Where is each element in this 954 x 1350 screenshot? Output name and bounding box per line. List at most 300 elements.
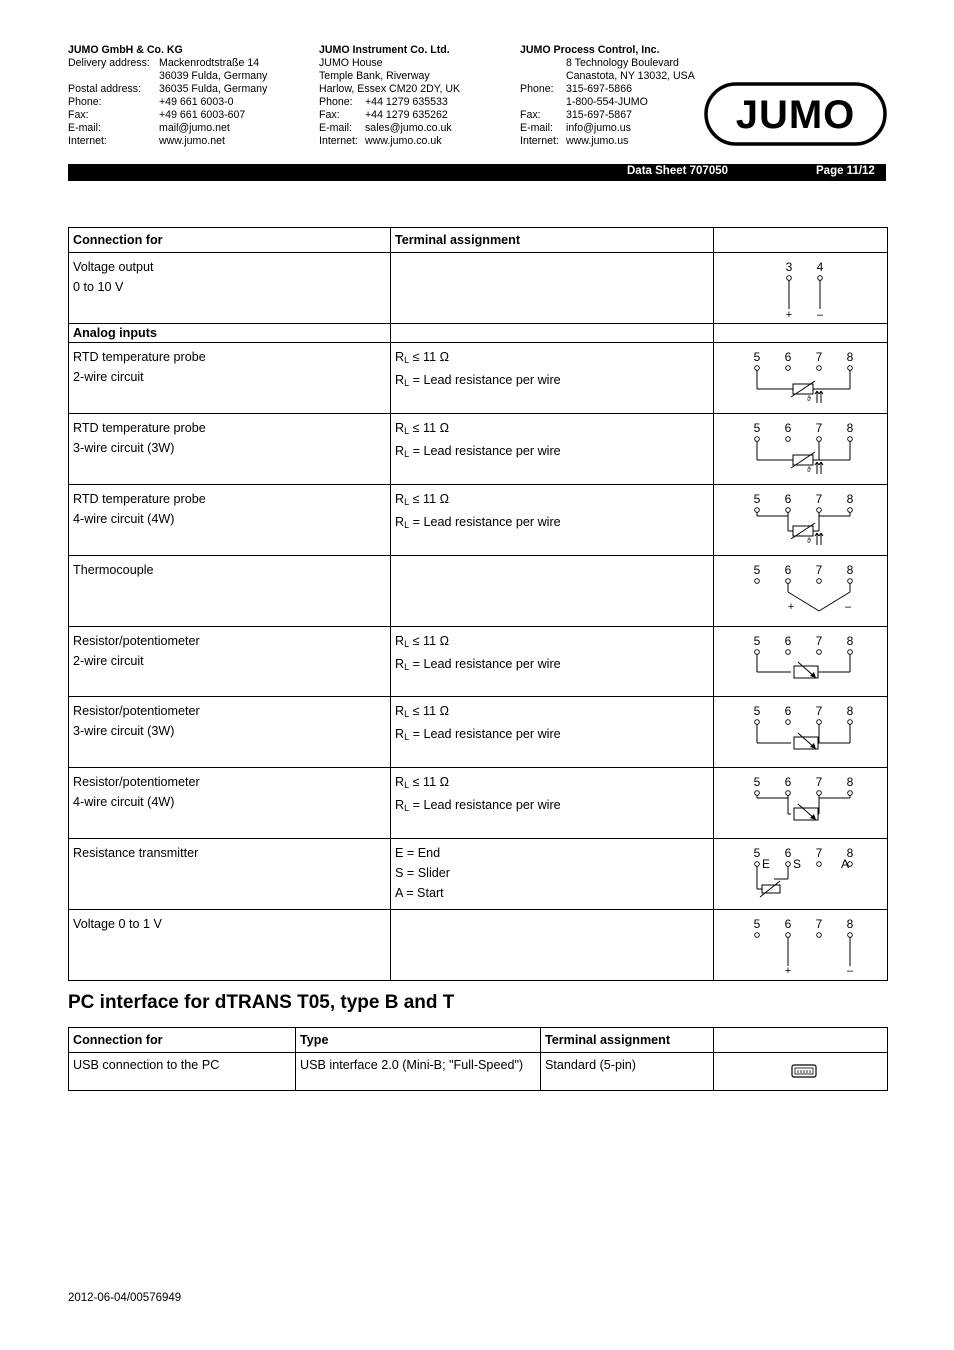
address-value: mail@jumo.net bbox=[159, 122, 230, 134]
temperature-symbol: ϑ bbox=[807, 467, 811, 474]
terminal-number: 6 bbox=[784, 634, 792, 648]
terminal-assignment-cell bbox=[391, 556, 714, 627]
address-value: +49 661 6003-0 bbox=[159, 96, 234, 108]
terminal-number: 6 bbox=[784, 704, 792, 718]
address-value: www.jumo.us bbox=[566, 135, 629, 147]
connection-cell bbox=[69, 768, 391, 839]
rl-symbol: R bbox=[395, 373, 405, 387]
polarity-sign: + bbox=[784, 965, 792, 977]
address-line bbox=[68, 109, 267, 122]
address-line bbox=[520, 83, 695, 96]
address-value: sales@jumo.co.uk bbox=[365, 122, 452, 134]
terminal-number: 8 bbox=[846, 917, 854, 931]
table-row bbox=[69, 556, 888, 627]
terminal-circle bbox=[817, 508, 822, 513]
terminal-assignment-text bbox=[395, 418, 709, 441]
rl-description: ≤ 11 Ω bbox=[412, 421, 450, 435]
empty-cell bbox=[714, 324, 888, 343]
rl-symbol: R bbox=[395, 421, 405, 435]
address-label: Phone: bbox=[520, 83, 554, 95]
wiring-diagram-cell bbox=[714, 253, 888, 324]
jumo-logo bbox=[704, 82, 887, 146]
terminal-assignment-text bbox=[395, 512, 709, 535]
terminal-number: 7 bbox=[815, 846, 823, 860]
terminal-number: 7 bbox=[815, 775, 823, 789]
terminal-circle bbox=[786, 366, 791, 371]
address-value: www.jumo.net bbox=[159, 135, 225, 147]
terminal-assignment-cell bbox=[391, 768, 714, 839]
terminal-number: 5 bbox=[753, 421, 761, 435]
terminal-number: 8 bbox=[846, 775, 854, 789]
terminal-number: 7 bbox=[815, 563, 823, 577]
company-name: JUMO Instrument Co. Ltd. bbox=[319, 44, 450, 56]
rl-description: ≤ 11 Ω bbox=[412, 634, 450, 648]
terminal-circle bbox=[787, 276, 792, 281]
rl-subscript: L bbox=[404, 803, 410, 813]
address-value: 315-697-5866 bbox=[566, 83, 632, 95]
address-value: +44 1279 635533 bbox=[365, 96, 448, 108]
terminal-number: 6 bbox=[784, 775, 792, 789]
terminal-assignment-cell bbox=[391, 485, 714, 556]
wiring-diagram-cell bbox=[714, 556, 888, 627]
address-label bbox=[520, 96, 566, 109]
wiring-diagram bbox=[714, 910, 888, 979]
transmitter-resistor bbox=[762, 885, 780, 893]
terminal-circle bbox=[755, 366, 760, 371]
connection-text: Resistor/potentiometer bbox=[73, 704, 200, 718]
wiring-diagram-cell bbox=[714, 697, 888, 768]
connection-cell bbox=[69, 556, 391, 627]
cell-type: USB interface 2.0 (Mini-B; "Full-Speed") bbox=[296, 1053, 541, 1091]
rl-description: = Lead resistance per wire bbox=[412, 657, 561, 671]
rl-description: ≤ 11 Ω bbox=[412, 350, 450, 364]
rl-symbol: R bbox=[395, 492, 405, 506]
table-row bbox=[69, 1053, 888, 1091]
rl-description: ≤ 11 Ω bbox=[412, 492, 450, 506]
address-line bbox=[68, 122, 267, 135]
cell-terminal: Standard (5-pin) bbox=[541, 1053, 714, 1091]
terminal-number: 6 bbox=[784, 492, 792, 506]
polarity-sign: – bbox=[844, 601, 852, 613]
terminal-number: 8 bbox=[846, 704, 854, 718]
address-line bbox=[319, 135, 460, 148]
polarity-sign: – bbox=[846, 965, 854, 977]
terminal-assignment-cell bbox=[391, 839, 714, 910]
address-value: Canastota, NY 13032, USA bbox=[566, 70, 695, 82]
address-line bbox=[319, 83, 460, 96]
terminal-assignment-text bbox=[395, 370, 709, 393]
header-cell bbox=[714, 228, 888, 253]
address-value: 315-697-5867 bbox=[566, 109, 632, 121]
terminal-number: 7 bbox=[815, 421, 823, 435]
section-title: PC interface for dTRANS T05, type B and T bbox=[68, 992, 455, 1013]
address-value: www.jumo.co.uk bbox=[365, 135, 442, 147]
table-header-row bbox=[69, 228, 888, 253]
terminal-number: 8 bbox=[846, 350, 854, 364]
terminal-circle bbox=[848, 650, 853, 655]
empty-cell bbox=[391, 324, 714, 343]
connection-text: 4-wire circuit (4W) bbox=[73, 512, 175, 526]
terminal-assignment-text bbox=[395, 441, 709, 464]
address-value: Harlow, Essex CM20 2DY, UK bbox=[319, 83, 461, 95]
section-label: Analog inputs bbox=[69, 324, 391, 343]
rl-description: = Lead resistance per wire bbox=[412, 727, 561, 741]
rl-symbol: R bbox=[395, 515, 405, 529]
wiring-diagram bbox=[714, 253, 888, 322]
address-value: 8 Technology Boulevard bbox=[566, 57, 679, 69]
polarity-sign: + bbox=[785, 309, 793, 321]
terminal-circle bbox=[786, 579, 791, 584]
address-label bbox=[520, 57, 566, 70]
terminal-assignment-text bbox=[395, 701, 709, 724]
terminal-assignment-cell bbox=[391, 343, 714, 414]
wiring-diagram-cell bbox=[714, 627, 888, 697]
terminal-assignment-cell bbox=[391, 697, 714, 768]
wiring-diagram bbox=[714, 839, 888, 908]
terminal-number: 3 bbox=[785, 260, 793, 274]
connection-cell bbox=[69, 910, 391, 981]
table-row bbox=[69, 627, 888, 697]
terminal-number: 8 bbox=[846, 421, 854, 435]
terminal-assignment-text bbox=[395, 489, 709, 512]
address-label: Internet: bbox=[520, 135, 559, 147]
rl-symbol: R bbox=[395, 704, 405, 718]
terminal-circle bbox=[755, 650, 760, 655]
rl-subscript: L bbox=[404, 355, 410, 365]
address-line bbox=[319, 109, 460, 122]
address-line bbox=[319, 57, 460, 70]
cell-connection: USB connection to the PC bbox=[69, 1053, 296, 1091]
datasheet-bar bbox=[68, 164, 886, 181]
terminal-number: 5 bbox=[753, 846, 761, 860]
rl-description: = Lead resistance per wire bbox=[412, 373, 561, 387]
rl-symbol: R bbox=[395, 350, 405, 364]
terminal-circle bbox=[755, 791, 760, 796]
rl-subscript: L bbox=[404, 497, 410, 507]
address-line bbox=[68, 96, 267, 109]
terminal-circle bbox=[817, 579, 822, 584]
rl-subscript: L bbox=[404, 639, 410, 649]
connection-text: 2-wire circuit bbox=[73, 370, 144, 384]
terminal-number: 6 bbox=[784, 846, 792, 860]
connection-cell bbox=[69, 253, 391, 324]
connection-text: Resistance transmitter bbox=[73, 846, 199, 860]
address-label bbox=[68, 70, 159, 83]
connection-table bbox=[68, 227, 888, 981]
rl-description: ≤ 11 Ω bbox=[412, 704, 450, 718]
address-line bbox=[520, 70, 695, 83]
wiring-diagram-cell bbox=[714, 485, 888, 556]
rl-subscript: L bbox=[404, 378, 410, 388]
terminal-number: 5 bbox=[753, 350, 761, 364]
terminal-circle bbox=[755, 508, 760, 513]
address-label: Fax: bbox=[68, 109, 89, 121]
terminal-circle bbox=[786, 650, 791, 655]
wiring-diagram-cell bbox=[714, 768, 888, 839]
rl-description: = Lead resistance per wire bbox=[412, 515, 561, 529]
address-germany bbox=[68, 44, 267, 148]
address-label: Phone: bbox=[68, 96, 102, 108]
terminal-circle bbox=[817, 933, 822, 938]
terminal-number: 8 bbox=[846, 563, 854, 577]
table-row bbox=[69, 910, 888, 981]
rl-subscript: L bbox=[404, 709, 410, 719]
address-us bbox=[520, 44, 695, 148]
wiring-diagram bbox=[714, 414, 888, 483]
terminal-circle bbox=[817, 791, 822, 796]
terminal-assignment-text bbox=[395, 631, 709, 654]
terminal-assignment-cell bbox=[391, 627, 714, 697]
terminal-assignment-text bbox=[395, 772, 709, 795]
terminal-circle bbox=[755, 579, 760, 584]
table-row bbox=[69, 414, 888, 485]
terminal-circle bbox=[817, 366, 822, 371]
address-line bbox=[520, 109, 695, 122]
address-value: Mackenrodtstraße 14 bbox=[159, 57, 260, 69]
wiring-diagram bbox=[714, 627, 888, 695]
address-line bbox=[319, 122, 460, 135]
connection-text: Voltage 0 to 1 V bbox=[73, 917, 162, 931]
terminal-circle bbox=[818, 276, 823, 281]
address-label bbox=[520, 70, 566, 83]
address-line bbox=[68, 57, 267, 70]
table-row bbox=[69, 697, 888, 768]
temperature-symbol: ϑ bbox=[807, 538, 811, 545]
wiring-diagram-cell bbox=[714, 414, 888, 485]
address-label: Delivery address: bbox=[68, 57, 150, 69]
terminal-number: 5 bbox=[753, 775, 761, 789]
rl-symbol: R bbox=[395, 444, 405, 458]
address-line bbox=[68, 135, 267, 148]
terminal-circle bbox=[817, 720, 822, 725]
rl-description: ≤ 11 Ω bbox=[412, 775, 450, 789]
terminal-assignment-text bbox=[395, 724, 709, 747]
address-value: info@jumo.us bbox=[566, 122, 631, 134]
terminal-circle bbox=[817, 862, 822, 867]
terminal-number: 8 bbox=[846, 634, 854, 648]
rl-subscript: L bbox=[404, 426, 410, 436]
table-header-row bbox=[69, 1028, 888, 1053]
usb-connector-icon bbox=[714, 1053, 888, 1087]
address-label: E-mail: bbox=[520, 122, 553, 134]
table-row bbox=[69, 343, 888, 414]
terminal-circle bbox=[848, 791, 853, 796]
connection-text: 3-wire circuit (3W) bbox=[73, 724, 175, 738]
terminal-letter: A bbox=[840, 857, 850, 871]
terminal-number: 4 bbox=[816, 260, 824, 274]
polarity-sign: + bbox=[787, 601, 795, 613]
terminal-circle bbox=[786, 437, 791, 442]
terminal-assignment-text bbox=[395, 654, 709, 677]
page-number: Page 11/12 bbox=[816, 165, 875, 177]
wiring-diagram-cell bbox=[714, 839, 888, 910]
terminal-letter: E bbox=[761, 857, 771, 871]
terminal-circle bbox=[786, 791, 791, 796]
terminal-circle bbox=[848, 366, 853, 371]
terminal-circle bbox=[786, 933, 791, 938]
terminal-circle bbox=[848, 720, 853, 725]
rl-subscript: L bbox=[404, 732, 410, 742]
terminal-number: 6 bbox=[784, 917, 792, 931]
terminal-number: 5 bbox=[753, 563, 761, 577]
address-value: 36039 Fulda, Germany bbox=[159, 70, 268, 82]
terminal-number: 7 bbox=[815, 917, 823, 931]
address-label: Internet: bbox=[68, 135, 107, 147]
wiring-diagram-cell bbox=[714, 910, 888, 981]
address-label: Fax: bbox=[520, 109, 541, 121]
wiring-diagram-cell bbox=[714, 343, 888, 414]
connection-cell bbox=[69, 485, 391, 556]
terminal-assignment-cell bbox=[391, 910, 714, 981]
connection-text: 0 to 10 V bbox=[73, 280, 124, 294]
address-line bbox=[319, 70, 460, 83]
terminal-circle bbox=[755, 933, 760, 938]
wiring-diagram bbox=[714, 485, 888, 554]
rl-subscript: L bbox=[404, 520, 410, 530]
rl-subscript: L bbox=[404, 449, 410, 459]
terminal-circle bbox=[817, 437, 822, 442]
rl-symbol: R bbox=[395, 798, 405, 812]
connection-text: Thermocouple bbox=[73, 563, 154, 577]
table-row bbox=[69, 485, 888, 556]
address-line bbox=[520, 96, 695, 109]
connection-text: RTD temperature probe bbox=[73, 421, 206, 435]
terminal-number: 5 bbox=[753, 634, 761, 648]
connection-cell bbox=[69, 627, 391, 697]
header-cell bbox=[714, 1028, 888, 1053]
connection-cell bbox=[69, 414, 391, 485]
address-label: E-mail: bbox=[319, 122, 352, 134]
terminal-number: 6 bbox=[784, 421, 792, 435]
header-cell: Connection for bbox=[69, 1028, 296, 1053]
address-line bbox=[520, 122, 695, 135]
connection-text: Resistor/potentiometer bbox=[73, 634, 200, 648]
wiring-diagram bbox=[714, 697, 888, 766]
terminal-circle bbox=[755, 862, 760, 867]
terminal-circle bbox=[786, 508, 791, 513]
terminal-circle bbox=[817, 650, 822, 655]
svg-text:JUMO: JUMO bbox=[735, 93, 856, 137]
wiring-diagram bbox=[714, 556, 888, 625]
wiring-diagram bbox=[714, 768, 888, 837]
terminal-circle bbox=[848, 508, 853, 513]
temperature-symbol: ϑ bbox=[807, 396, 811, 403]
terminal-circle bbox=[786, 862, 791, 867]
terminal-circle bbox=[848, 933, 853, 938]
company-name: JUMO Process Control, Inc. bbox=[520, 44, 660, 56]
datasheet-number: Data Sheet 707050 bbox=[627, 165, 729, 177]
terminal-number: 7 bbox=[815, 704, 823, 718]
address-value: Temple Bank, Riverway bbox=[319, 70, 430, 82]
terminal-number: 6 bbox=[784, 563, 792, 577]
wiring-diagram bbox=[714, 343, 888, 412]
connection-text: 2-wire circuit bbox=[73, 654, 144, 668]
terminal-circle bbox=[848, 437, 853, 442]
terminal-letter: S bbox=[792, 857, 802, 871]
connection-cell bbox=[69, 697, 391, 768]
connection-cell bbox=[69, 839, 391, 910]
rl-symbol: R bbox=[395, 775, 405, 789]
address-line bbox=[520, 135, 695, 148]
connection-text: 4-wire circuit (4W) bbox=[73, 795, 175, 809]
terminal-assignment-text: A = Start bbox=[395, 886, 444, 900]
rl-symbol: R bbox=[395, 727, 405, 741]
rl-subscript: L bbox=[404, 780, 410, 790]
table-row bbox=[69, 253, 888, 324]
connection-text: Voltage output bbox=[73, 260, 154, 274]
rl-description: = Lead resistance per wire bbox=[412, 798, 561, 812]
terminal-number: 7 bbox=[815, 492, 823, 506]
terminal-number: 7 bbox=[815, 350, 823, 364]
terminal-assignment-text bbox=[395, 795, 709, 818]
address-value: +44 1279 635262 bbox=[365, 109, 448, 121]
header-cell: Terminal assignment bbox=[391, 228, 714, 253]
rl-subscript: L bbox=[404, 662, 410, 672]
terminal-number: 6 bbox=[784, 350, 792, 364]
terminal-number: 7 bbox=[815, 634, 823, 648]
address-value: JUMO House bbox=[319, 57, 383, 69]
terminal-number: 8 bbox=[846, 846, 854, 860]
address-line bbox=[68, 70, 267, 83]
connection-text: 3-wire circuit (3W) bbox=[73, 441, 175, 455]
terminal-assignment-text: E = End bbox=[395, 846, 441, 860]
header-cell: Terminal assignment bbox=[541, 1028, 714, 1053]
connection-text: RTD temperature probe bbox=[73, 492, 206, 506]
connection-text: Resistor/potentiometer bbox=[73, 775, 200, 789]
rl-description: = Lead resistance per wire bbox=[412, 444, 561, 458]
address-value: +49 661 6003-607 bbox=[159, 109, 246, 121]
table-row bbox=[69, 768, 888, 839]
address-line bbox=[319, 96, 460, 109]
document-id: 2012-06-04/00576949 bbox=[68, 1292, 182, 1304]
terminal-circle bbox=[755, 437, 760, 442]
address-uk bbox=[319, 44, 460, 148]
rl-symbol: R bbox=[395, 657, 405, 671]
terminal-circle bbox=[848, 579, 853, 584]
address-label: E-mail: bbox=[68, 122, 101, 134]
connection-text: RTD temperature probe bbox=[73, 350, 206, 364]
address-label: Phone: bbox=[319, 96, 353, 108]
pc-interface-table bbox=[68, 1027, 888, 1091]
address-label: Internet: bbox=[319, 135, 358, 147]
terminal-assignment-text: S = Slider bbox=[395, 866, 450, 880]
address-line bbox=[68, 83, 267, 96]
address-value: 36035 Fulda, Germany bbox=[159, 83, 268, 95]
header-cell: Connection for bbox=[69, 228, 391, 253]
address-value: 1-800-554-JUMO bbox=[566, 96, 648, 108]
terminal-number: 8 bbox=[846, 492, 854, 506]
polarity-sign: – bbox=[816, 309, 824, 321]
terminal-assignment-cell bbox=[391, 253, 714, 324]
terminal-number: 5 bbox=[753, 492, 761, 506]
terminal-circle bbox=[786, 720, 791, 725]
terminal-number: 5 bbox=[753, 704, 761, 718]
header-cell: Type bbox=[296, 1028, 541, 1053]
company-name: JUMO GmbH & Co. KG bbox=[68, 44, 183, 56]
rl-symbol: R bbox=[395, 634, 405, 648]
terminal-circle bbox=[755, 720, 760, 725]
section-row bbox=[69, 324, 888, 343]
address-label: Fax: bbox=[319, 109, 340, 121]
connection-cell bbox=[69, 343, 391, 414]
table-row bbox=[69, 839, 888, 910]
terminal-assignment-text bbox=[395, 347, 709, 370]
address-line bbox=[520, 57, 695, 70]
terminal-number: 5 bbox=[753, 917, 761, 931]
address-label: Postal address: bbox=[68, 83, 142, 95]
terminal-assignment-cell bbox=[391, 414, 714, 485]
cell-diagram bbox=[714, 1053, 888, 1091]
